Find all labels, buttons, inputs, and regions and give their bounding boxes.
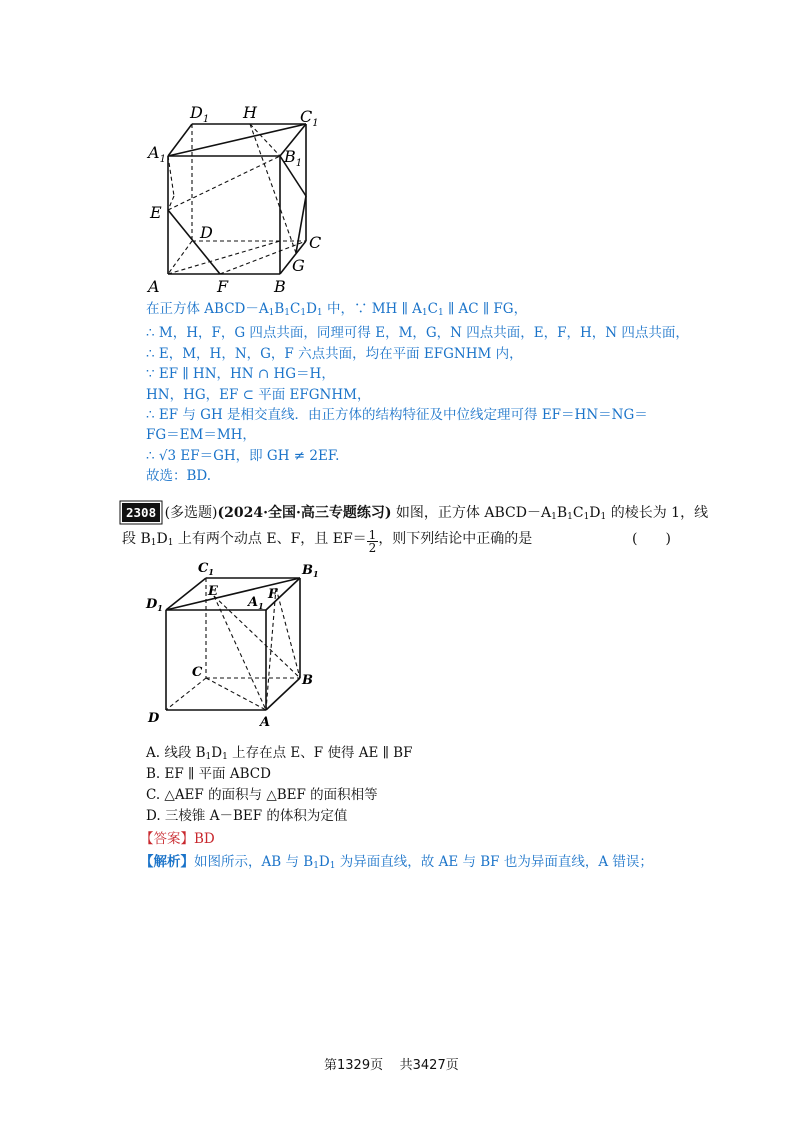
label-E: E	[150, 203, 162, 222]
solution-line-4: ∵ EF ∥ HN，HN ∩ HG＝H，	[146, 366, 335, 383]
label-B: B	[302, 673, 313, 688]
solution-line-7: FG＝EM＝MH，	[146, 427, 256, 444]
label-D1: $D_1$	[146, 597, 163, 613]
solution-line-5: HN，HG，EF ⊂ 平面 EFGNHM，	[146, 386, 371, 403]
label-C1: $C_1$	[198, 561, 214, 577]
label-D: D	[200, 223, 213, 242]
option-b: B. EF ∥ 平面 ABCD	[146, 766, 271, 782]
label-G: G	[292, 256, 305, 275]
question-type: (多选题)	[164, 505, 218, 521]
question-line-1: 2308 (多选题)(2024·全国·高三专题练习) 如图，正方体 $ABCD-A_1B_1C_1D_1$ 的棱长为 1，线	[122, 502, 708, 522]
cube-figure-1	[140, 100, 340, 295]
label-C: C	[309, 233, 322, 252]
page-total: 共3427页	[399, 1058, 459, 1073]
solution-block	[146, 299, 689, 487]
label-A: A	[260, 715, 271, 730]
question-number-badge: 2308	[122, 503, 160, 522]
solution-line-6: ∴ EF 与 GH 是相交直线．由正方体的结构特征及中位线定理可得 EF＝HN＝NG＝	[146, 407, 648, 424]
label-B: B	[274, 277, 286, 295]
answer-line	[140, 827, 215, 847]
option-c: C. △AEF 的面积与 △BEF 的面积相等	[146, 787, 378, 803]
solution-line-2: ∴ M，H，F，G 四点共面，同理可得 E，M，G，N 四点共面，E，F，H，N 四点共面，	[146, 325, 689, 342]
label-D: D	[148, 711, 160, 726]
label-E: E	[208, 584, 218, 599]
solution-line-1: 在正方体 $ABCD-A_1B_1C_1D_1$ 中，∵ MH ∥ $A_1C_1$ ∥ AC ∥ FG，	[146, 301, 528, 318]
solution-line-3: ∴ E，M，H，N，G，F 六点共面，均在平面 EFGNHM 内，	[146, 345, 523, 362]
question-source: (2024·全国·高三专题练习)	[217, 505, 392, 521]
solution-line-9: 故选：BD.	[146, 468, 212, 485]
label-A1: $A_1$	[248, 595, 264, 611]
label-F: F	[268, 587, 278, 602]
cube-figure-2	[140, 558, 330, 733]
label-B1: $B_1$	[302, 563, 319, 579]
answer-value: BD	[194, 831, 215, 847]
label-D1: $D_1$	[190, 103, 210, 125]
label-A: A	[148, 277, 160, 295]
page-number: 第1329页	[324, 1058, 384, 1073]
analysis-line: 【解析】如图所示，AB 与 $B_1D_1$ 为异面直线，故 AE 与 BF 也为异面直线，A 错误；	[140, 854, 653, 871]
label-F: F	[217, 277, 229, 295]
question-line-2: 段 $B_1D_1$ 上有两个动点 E、F，且 EF＝ $\frac{1}{2}$ ，则下列结论中正确的是	[122, 528, 533, 555]
analysis-tag: 【解析】	[140, 854, 194, 870]
option-d: D. 三棱锥 A－BEF 的体积为定值	[146, 808, 348, 824]
page-footer	[324, 1054, 459, 1073]
label-A1: $A_1$	[148, 143, 166, 165]
solution-line-8: ∴ √3 EF＝GH，即 GH ≠ 2EF.	[146, 447, 340, 464]
label-C1: $C_1$	[300, 107, 319, 129]
label-H: H	[243, 103, 257, 122]
answer-tag: 【答案】	[140, 831, 194, 847]
option-a: A. 线段 $B_1D_1$ 上存在点 E、F 使得 AE ∥ BF	[146, 745, 413, 762]
label-C: C	[192, 665, 203, 680]
label-B1: $B_1$	[284, 147, 303, 169]
fraction-one-half: $\frac{1}{2}$	[368, 528, 377, 555]
answer-parentheses: ( )	[632, 531, 671, 547]
